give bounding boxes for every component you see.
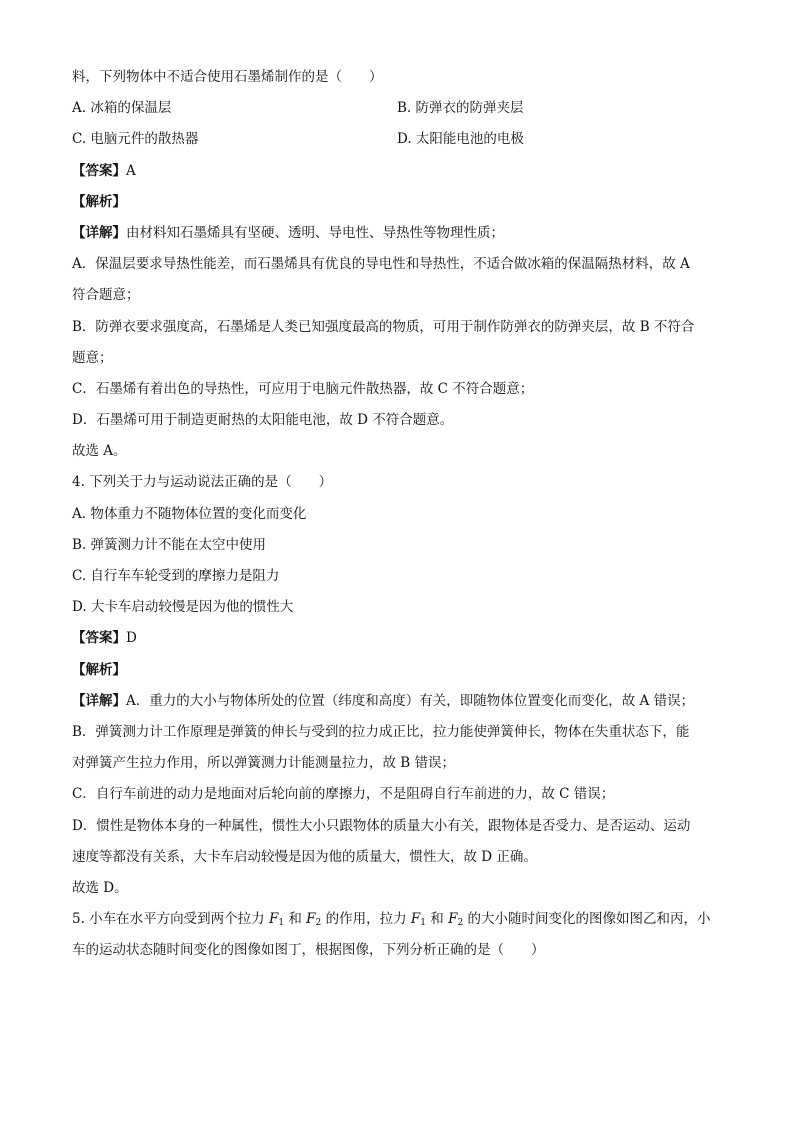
q3-detail-line-2: A．保温层要求导热性能差，而石墨烯具有优良的导电性和导热性，不适合做冰箱的保温隔热材料，故 A xyxy=(72,256,690,273)
q3-options-row-2 xyxy=(72,124,722,155)
q3-option-d: D. 太阳能电池的电极 xyxy=(397,131,524,148)
q4-answer-tag: 【答案】 xyxy=(72,630,126,647)
q4-option-c: C. 自行车车轮受到的摩擦力是阻力 xyxy=(72,568,280,584)
q5-stem-seg-3: 的作用，拉力 xyxy=(321,911,411,928)
q5-stem-line-1 xyxy=(72,904,722,935)
q3-conclusion: 故选 A。 xyxy=(72,443,127,460)
q4-detail-line-4: C．自行车前进的动力是地面对后轮向前的摩擦力，不是阻碍自行车前进的力，故 C 错误； xyxy=(72,786,615,803)
q4-answer-value: D xyxy=(126,630,137,647)
q5-f2-subscript: 2 xyxy=(315,918,322,929)
q5-stem-seg-2: 和 xyxy=(284,911,307,928)
q4-stem: 4. 下列关于力与运动说法正确的是（ ） xyxy=(72,474,333,491)
q3-analysis-tag: 【解析】 xyxy=(72,193,126,210)
q3-stem-tail: 料，下列物体中不适合使用石墨烯制作的是（ ） xyxy=(72,69,383,85)
q3-detail-line-7: D．石墨烯可用于制造更耐热的太阳能电池，故 D 不符合题意。 xyxy=(72,412,454,429)
q5-f1-symbol-2: F xyxy=(410,911,421,928)
q4-conclusion: 故选 D。 xyxy=(72,879,128,896)
q5-stem-seg-5: 的大小随时间变化的图像如图乙和丙，小 xyxy=(463,911,711,928)
q5-stem-line-2: 车的运动状态随时间变化的图像如图丁，根据图像，下列分析正确的是（ ） xyxy=(72,942,545,959)
q4-detail-line-5: D．惯性是物体本身的一种属性，惯性大小只跟物体的质量大小有关，跟物体是否受力、是否运动、运动 xyxy=(72,817,691,834)
q4-detail-line-6: 速度等都没有关系，大卡车启动较慢是因为他的质量大，惯性大，故 D 正确。 xyxy=(72,848,537,865)
q3-options-row-1 xyxy=(72,93,722,124)
q4-detail-line-3: 对弹簧产生拉力作用，所以弹簧测力计能测量拉力，故 B 错误； xyxy=(72,755,456,772)
q5-f1-subscript-2: 1 xyxy=(420,918,426,929)
q3-detail-tag: 【详解】 xyxy=(72,224,126,241)
q3-answer-value: A xyxy=(126,162,136,179)
q3-detail-line-1 xyxy=(72,218,722,249)
q5-f2-symbol: F xyxy=(306,911,316,928)
q3-detail-line-5: 题意； xyxy=(72,349,113,366)
q4-option-b: B. 弹簧测力计不能在太空中使用 xyxy=(72,536,267,553)
q4-detail-text: A．重力的大小与物体所处的位置（纬度和高度）有关，即随物体位置变化而变化，故 A 错误； xyxy=(126,692,695,709)
q5-stem-seg-1: 5. 小车在水平方向受到两个拉力 xyxy=(72,911,269,928)
q4-answer xyxy=(72,623,722,654)
q4-detail-tag: 【详解】 xyxy=(72,692,126,709)
q3-detail-line-3: 符合题意； xyxy=(72,287,140,304)
q3-option-b: B. 防弹衣的防弹夹层 xyxy=(397,100,524,117)
q3-answer-tag: 【答案】 xyxy=(72,162,126,179)
q5-f1-subscript: 1 xyxy=(278,918,285,929)
q3-detail-line-4: B．防弹衣要求强度高，石墨烯是人类已知强度最高的物质，可用于制作防弹衣的防弹夹层，故 B 不符合 xyxy=(72,318,695,335)
q3-option-c: C. 电脑元件的散热器 xyxy=(72,131,199,148)
q4-option-a: A. 物体重力不随物体位置的变化而变化 xyxy=(72,505,307,522)
q3-detail-line-6: C．石墨烯有着出色的导热性，可应用于电脑元件散热器，故 C 不符合题意； xyxy=(72,380,534,397)
q5-f1-symbol: F xyxy=(268,911,279,928)
q5-f2-subscript-2: 2 xyxy=(457,918,464,929)
q4-detail-line-1 xyxy=(72,686,722,717)
q4-detail-line-2: B．弹簧测力计工作原理是弹簧的伸长与受到的拉力成正比，拉力能使弹簧伸长，物体在失重状态下，能 xyxy=(72,723,690,740)
q5-stem-seg-4: 和 xyxy=(425,911,449,928)
q3-option-a: A. 冰箱的保温层 xyxy=(72,100,172,117)
document-page xyxy=(72,62,722,966)
q4-option-d: D. 大卡车启动较慢是因为他的惯性大 xyxy=(72,599,294,616)
q3-detail-text: 由材料知石墨烯具有坚硬、透明、导电性、导热性等物理性质； xyxy=(126,224,504,241)
q3-answer xyxy=(72,156,722,187)
q5-f2-symbol-2: F xyxy=(448,911,458,928)
q4-analysis-tag: 【解析】 xyxy=(72,661,126,678)
